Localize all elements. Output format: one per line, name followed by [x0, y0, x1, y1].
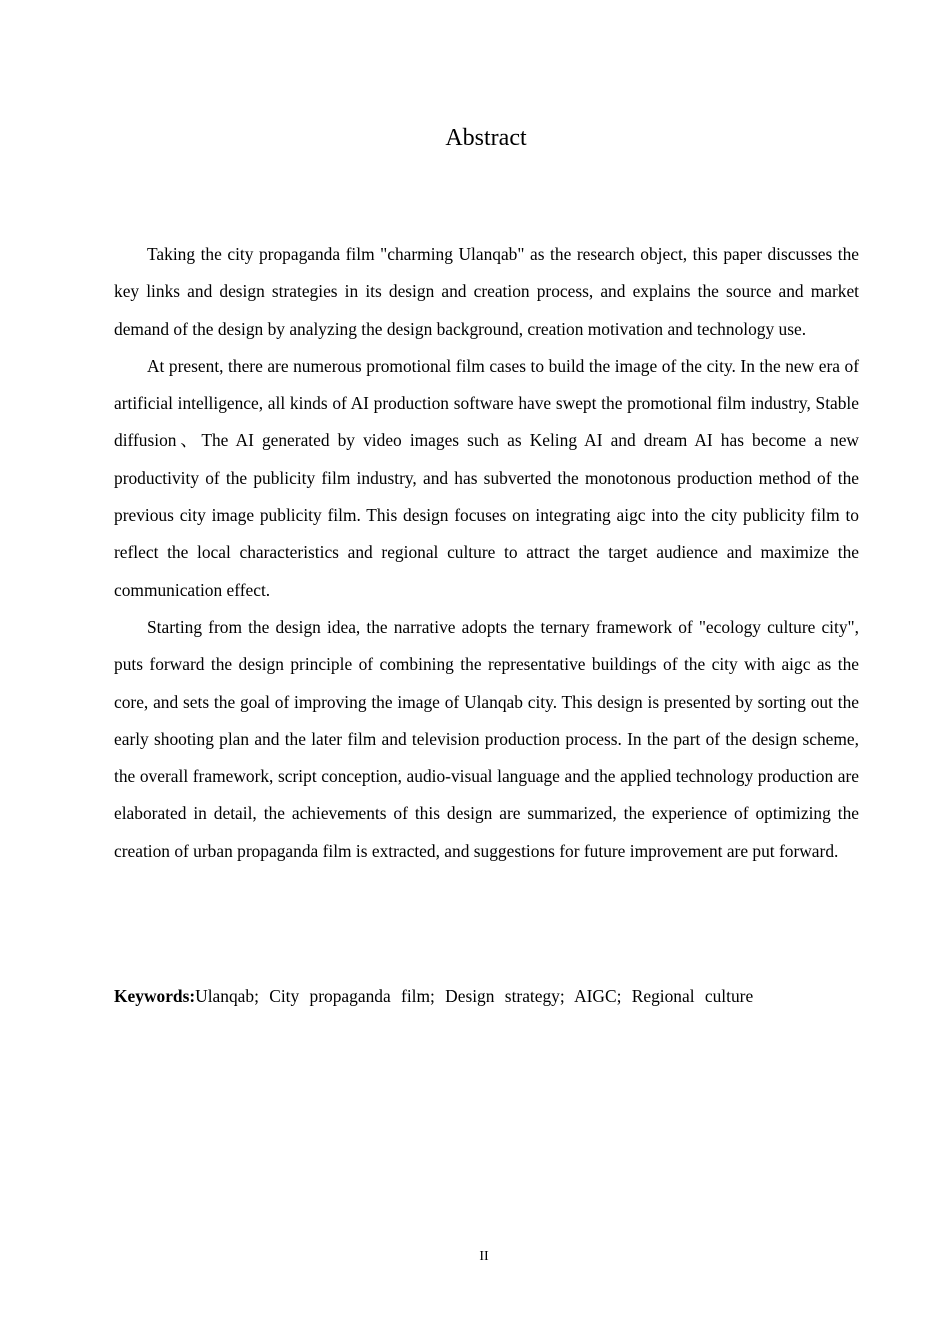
- abstract-paragraph-3: Starting from the design idea, the narrative adopts the ternary framework of "ecology culture city", puts forward the design principle of combining the representative buildings of the city with aigc as the core, and sets the goal of improving the image of Ulanqab city. This design is presented by sorting out the early shooting plan and the later film and television production process. In the part of the design scheme, the overall framework, script conception, audio-visual language and the applied technology production are elaborated in detail, the achievements of this design are summarized, the experience of optimizing the creation of urban propaganda film is extracted, and suggestions for future improvement are put forward.: [114, 616, 859, 861]
- keywords-text: Ulanqab; City propaganda film; Design strategy; AIGC; Regional culture: [195, 986, 754, 1006]
- page-number: II: [479, 1249, 489, 1264]
- abstract-paragraph-1: Taking the city propaganda film "charming Ulanqab" as the research object, this paper discusses the key links and design strategies in its design and creation process, and explains the source and market demand of the design by analyzing the design background, creation motivation and technology use.: [114, 244, 859, 339]
- keywords-line: [114, 980, 859, 1012]
- abstract-body: [114, 236, 859, 870]
- abstract-title: Abstract: [445, 125, 527, 151]
- abstract-paragraph-2: At present, there are numerous promotional film cases to build the image of the city. In the new era of artificial intelligence, all kinds of AI production software have swept the promotional film industry, Stable diffusion、The AI generated by video images such as Keling AI and dream AI has become a new productivity of the publicity film industry, and has subverted the monotonous production method of the previous city image publicity film. This design focuses on integrating aigc into the city publicity film to reflect the local characteristics and regional culture to attract the target audience and maximize the communication effect.: [114, 355, 859, 600]
- keywords-label: Keywords:: [114, 986, 196, 1006]
